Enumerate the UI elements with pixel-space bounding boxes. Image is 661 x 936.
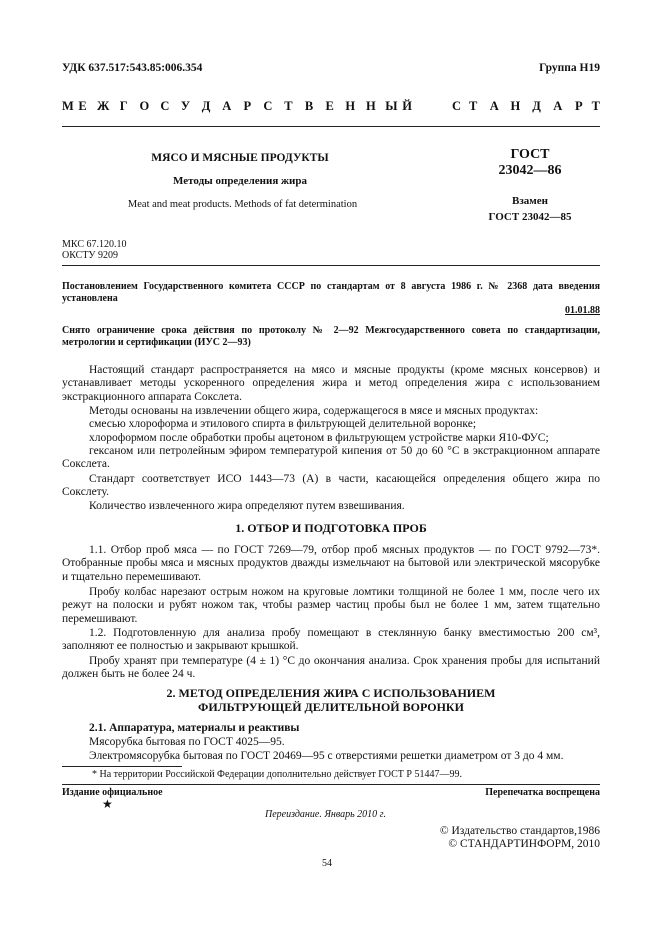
banner-letter: М bbox=[62, 99, 74, 113]
intro-paragraph: гексаном или петролейным эфиром температурой кипения от 50 до 60 °С в экстракционном аппарате Сокслета. bbox=[62, 445, 600, 471]
classification-rule bbox=[62, 265, 600, 266]
section-heading: ФИЛЬТРУЮЩЕЙ ДЕЛИТЕЛЬНОЙ ВОРОНКИ bbox=[198, 700, 464, 714]
banner-standard-word bbox=[452, 99, 600, 115]
banner-letter: Е bbox=[325, 99, 334, 113]
intro-paragraph: Методы основаны на извлечении общего жира, содержащегося в мясе и мясных продуктах: bbox=[89, 405, 539, 417]
banner-type-word bbox=[62, 99, 412, 115]
banner-letter: А bbox=[553, 99, 563, 113]
banner-letter: Г bbox=[119, 99, 128, 113]
equipment-item: Электромясорубка бытовая по ГОСТ 20469—95 с отверстиями решетки диаметром от 3 до 4 мм. bbox=[89, 750, 564, 762]
page-number: 54 bbox=[322, 858, 332, 869]
intro-paragraph: Стандарт соответствует ИСО 1443—73 (А) в части, касающейся определения общего жира по Сокслету. bbox=[62, 473, 600, 499]
banner-letter: Н bbox=[365, 99, 376, 113]
doc-title: МЯСО И МЯСНЫЕ ПРОДУКТЫ bbox=[151, 152, 329, 164]
section-paragraph: Пробу колбас нарезают острым ножом на круговые ломтики толщиной не более 1 мм, после чего их режут на полоски и рубят ножом так, чтобы размер частиц пробы был не более 1 мм, затем тщательно перемешивают. bbox=[62, 586, 600, 625]
reprint-notice: Перепечатка воспрещена bbox=[485, 787, 600, 798]
banner-letter: Н bbox=[345, 99, 356, 113]
official-edition-label: Издание официальное bbox=[62, 787, 163, 798]
banner-letter: Д bbox=[532, 99, 541, 113]
intro-paragraph: хлороформом после обработки пробы ацетоном в фильтрующем устройстве марки Я10-ФУС; bbox=[89, 432, 549, 444]
footnote: * На территории Российской Федерации дополнительно действует ГОСТ Р 51447—99. bbox=[92, 769, 462, 780]
resolution-text: Постановлением Государственного комитета СССР по стандартам от 8 августа 1986 г. № 2368 дата введения установлена bbox=[62, 281, 600, 304]
doc-title-en: Meat and meat products. Methods of fat determination bbox=[127, 199, 358, 210]
mks-code: МКС 67.120.10 bbox=[62, 239, 127, 250]
intro-paragraph: Настоящий стандарт распространяется на мясо и мясные продукты (кроме мясных консервов) и устанавливает методы ускоренного определения жира и метод определения жира с использованием экстракционного аппарата Сокслета. bbox=[62, 364, 600, 403]
copyright-line: © СТАНДАРТИНФОРМ, 2010 bbox=[448, 838, 600, 850]
replace-label: Взамен bbox=[512, 195, 548, 207]
banner-letter: Ж bbox=[96, 99, 110, 113]
banner-letter: Р bbox=[575, 99, 583, 113]
okstu-code: ОКСТУ 9209 bbox=[62, 250, 119, 261]
standard-banner bbox=[62, 99, 600, 115]
header-rule bbox=[62, 126, 600, 127]
banner-letter: Ы bbox=[385, 99, 398, 113]
section-heading: 2. МЕТОД ОПРЕДЕЛЕНИЯ ЖИРА С ИСПОЛЬЗОВАНИЕМ bbox=[166, 686, 496, 700]
banner-letter: С bbox=[452, 99, 462, 113]
banner-letter: Н bbox=[510, 99, 521, 113]
banner-letter: Т bbox=[591, 99, 600, 113]
star-icon: ★ bbox=[102, 797, 113, 811]
banner-letter: Й bbox=[402, 99, 412, 113]
equipment-item: Мясорубка бытовая по ГОСТ 4025—95. bbox=[89, 736, 285, 748]
reissue-note: Переиздание. Январь 2010 г. bbox=[265, 809, 386, 820]
section-paragraph: 1.1. Отбор проб мяса — по ГОСТ 7269—79, отбор проб мясных продуктов — по ГОСТ 9792—73*. Отобранные пробы мяса и мясных продуктов дважды измельчают на бытовой или электрической мясорубке и тщательно перемешивают. bbox=[62, 544, 600, 583]
doc-subtitle: Методы определения жира bbox=[173, 175, 307, 187]
banner-letter: А bbox=[489, 99, 499, 113]
footer-rule bbox=[62, 784, 600, 785]
banner-letter: Д bbox=[201, 99, 211, 113]
copyright-line: © Издательство стандартов,1986 bbox=[439, 825, 600, 837]
banner-letter: А bbox=[222, 99, 232, 113]
gost-label: ГОСТ bbox=[510, 147, 550, 162]
section-heading: 1. ОТБОР И ПОДГОТОВКА ПРОБ bbox=[235, 521, 427, 535]
section-paragraph: 1.2. Подготовленную для анализа пробу помещают в стеклянную банку вместимостью 200 см³, заполняют ее полностью и закрывают крышкой. bbox=[62, 627, 600, 653]
footnote-rule bbox=[62, 766, 182, 767]
gost-number: 23042—86 bbox=[498, 163, 562, 178]
restriction-note: Снято ограничение срока действия по протоколу № 2—92 Межгосударственного совета по стандартизации, метрологии и сертификации (ИУС 2—93) bbox=[62, 325, 600, 348]
group-code: Группа Н19 bbox=[539, 62, 600, 74]
replaced-standard: ГОСТ 23042—85 bbox=[488, 211, 572, 223]
banner-letter: С bbox=[160, 99, 170, 113]
intro-paragraph: Количество извлеченного жира определяют путем взвешивания. bbox=[89, 500, 405, 512]
banner-letter: Р bbox=[243, 99, 252, 113]
banner-letter: В bbox=[304, 99, 314, 113]
udc-code: УДК 637.517:543.85:006.354 bbox=[62, 62, 203, 74]
subsection-heading: 2.1. Аппаратура, материалы и реактивы bbox=[89, 722, 300, 734]
intro-paragraph: смесью хлороформа и этилового спирта в фильтрующей делительной воронке; bbox=[89, 418, 477, 430]
banner-letter: О bbox=[139, 99, 150, 113]
banner-letter: Т bbox=[468, 99, 478, 113]
banner-letter: Т bbox=[284, 99, 293, 113]
banner-letter: С bbox=[263, 99, 273, 113]
banner-letter: Е bbox=[78, 99, 87, 113]
introduction-date: 01.01.88 bbox=[565, 305, 600, 316]
section-paragraph: Пробу хранят при температуре (4 ± 1) °С до окончания анализа. Срок хранения пробы для испытаний должен быть не более 24 ч. bbox=[62, 655, 600, 681]
banner-letter: У bbox=[180, 99, 191, 113]
